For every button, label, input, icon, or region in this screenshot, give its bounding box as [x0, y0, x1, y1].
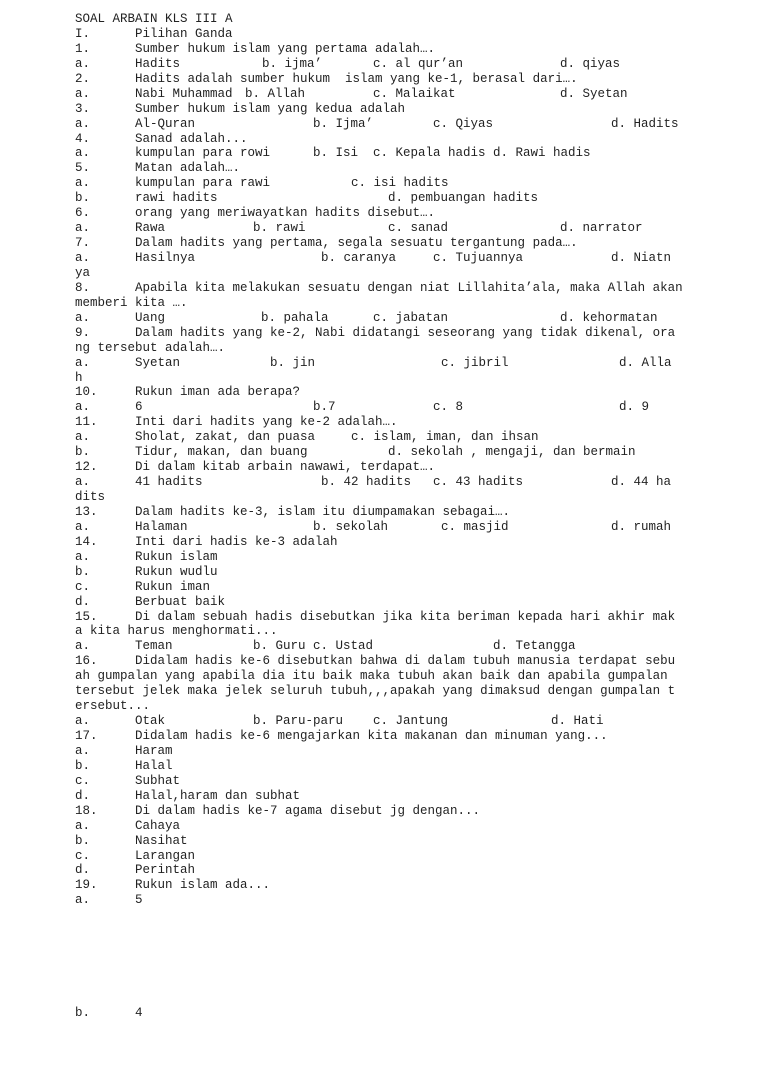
question-row	[75, 729, 685, 744]
options-row	[75, 191, 685, 206]
continuation-text: ng tersebut adalah….	[75, 340, 226, 355]
option-letter: a.	[75, 714, 91, 729]
question-number: d.	[75, 863, 91, 878]
question-number: 18.	[75, 803, 98, 818]
document-title	[75, 12, 685, 27]
continuation-line	[75, 624, 685, 639]
option-text: rawi hadits	[135, 191, 218, 206]
question-row	[75, 72, 685, 87]
options-row	[75, 176, 685, 191]
question-number: c.	[75, 848, 91, 863]
question-number: 17.	[75, 729, 98, 743]
option-text: kumpulan para rowi	[135, 146, 271, 161]
question-text: Apabila kita melakukan sesuatu dengan niat Lillahita’ala, maka Allah akan	[135, 280, 683, 295]
section-number: I.	[75, 26, 91, 41]
options-row	[75, 356, 685, 371]
question-text: Rukun islam	[135, 549, 218, 564]
options-row	[75, 87, 685, 102]
question-row	[75, 281, 685, 296]
option-text: b. jin	[270, 355, 316, 370]
option-text: d. 44 ha	[611, 475, 672, 490]
title-text: SOAL ARBAIN KLS III A	[75, 12, 233, 26]
options-row	[75, 430, 685, 445]
continuation-line	[75, 699, 685, 714]
question-row	[75, 385, 685, 400]
option-text: d. Syetan	[560, 86, 628, 101]
options-row	[75, 221, 685, 236]
question-number: 6.	[75, 206, 91, 221]
question-row	[75, 326, 685, 341]
question-number: a.	[75, 743, 91, 758]
question-number: 11.	[75, 415, 98, 430]
question-number: 10.	[75, 385, 98, 400]
question-number: a.	[75, 549, 91, 564]
question-row	[75, 565, 685, 580]
option-text: c. Malaikat	[373, 86, 456, 101]
option-letter: a.	[75, 251, 91, 265]
continuation-line	[75, 490, 685, 505]
option-text: 6	[135, 400, 143, 415]
option-text: b. Paru-paru	[253, 714, 344, 729]
question-number: 1.	[75, 41, 91, 56]
options-row	[75, 520, 685, 535]
question-row	[75, 878, 685, 893]
option-text: b. Ijma’	[313, 116, 374, 131]
question-number: 14.	[75, 534, 98, 549]
option-text: c. 8	[433, 400, 464, 415]
options-row	[75, 146, 685, 161]
question-row	[75, 206, 685, 221]
option-text: c. islam, iman, dan ihsan	[351, 430, 539, 445]
continuation-line	[75, 296, 685, 311]
option-text: Nabi Muhammad	[135, 86, 233, 101]
options-row	[75, 714, 685, 729]
option-text: Hasilnya	[135, 251, 196, 265]
question-row	[75, 774, 685, 789]
options-row	[75, 475, 685, 490]
option-text: d. Rawi hadis	[493, 146, 591, 161]
question-row	[75, 744, 685, 759]
question-row	[75, 460, 685, 475]
option-letter: a.	[75, 221, 91, 236]
option-text: d. Niatn	[611, 251, 672, 265]
question-row	[75, 654, 685, 669]
section-label: Pilihan Ganda	[135, 26, 233, 41]
option-text: c. Tujuannya	[433, 251, 524, 265]
question-row	[75, 834, 685, 849]
question-text: Halal	[135, 758, 173, 773]
question-text: Subhat	[135, 773, 181, 788]
continuation-line	[75, 266, 685, 281]
option-text: c. jibril	[441, 355, 509, 370]
question-row	[75, 415, 685, 430]
option-text: b. sekolah	[313, 519, 389, 534]
option-text: c. Jantung	[373, 714, 449, 729]
option-letter: a.	[75, 355, 91, 370]
question-text: Perintah	[135, 863, 196, 878]
question-row	[75, 819, 685, 834]
question-text: Berbuat baik	[135, 594, 226, 609]
continuation-line	[75, 371, 685, 386]
option-text: d. sekolah , mengaji, dan bermain	[388, 445, 636, 460]
continuation-text: ersebut...	[75, 699, 151, 714]
option-letter: a.	[75, 519, 91, 534]
options-row	[75, 445, 685, 460]
options-row	[75, 251, 685, 266]
question-list	[75, 42, 685, 908]
question-row	[75, 893, 685, 908]
continuation-line	[75, 341, 685, 356]
option-text: 41 hadits	[135, 475, 203, 490]
option-text: Teman	[135, 639, 173, 654]
question-row	[75, 580, 685, 595]
question-number: 19.	[75, 878, 98, 893]
question-number: 15.	[75, 609, 98, 624]
question-number: b.	[75, 833, 91, 848]
option-letter: a.	[75, 310, 91, 325]
option-text: Rawa	[135, 221, 166, 236]
question-number: c.	[75, 773, 91, 788]
continuation-line	[75, 684, 685, 699]
question-text: Di dalam sebuah hadis disebutkan jika kita beriman kepada hari akhir mak	[135, 609, 676, 624]
question-number: 4.	[75, 131, 91, 146]
continuation-text: ya	[75, 265, 91, 280]
section-heading	[75, 27, 685, 42]
question-text: Dalam hadits ke-3, islam itu diumpamakan sebagai….	[135, 504, 511, 519]
option-text: 4	[135, 1006, 143, 1020]
option-letter: a.	[75, 400, 91, 415]
option-text: c. sanad	[388, 221, 449, 236]
question-text: Rukun wudlu	[135, 564, 218, 579]
option-text: Otak	[135, 714, 166, 729]
option-text: Al-Quran	[135, 116, 196, 131]
continuation-text: tersebut jelek maka jelek seluruh tubuh,,,apakah yang dimaksud dengan gumpalan t	[75, 684, 676, 699]
option-text: d. qiyas	[560, 56, 621, 71]
option-text: c. Qiyas	[433, 116, 494, 131]
option-text: c. isi hadits	[351, 176, 449, 191]
continuation-text: h	[75, 370, 83, 385]
option-text: d. 9	[619, 400, 650, 415]
question-number: d.	[75, 594, 91, 609]
question-row	[75, 42, 685, 57]
question-number: 7.	[75, 236, 91, 251]
question-row	[75, 610, 685, 625]
option-text: b. 42 hadits	[321, 475, 412, 490]
option-text: kumpulan para rawi	[135, 176, 271, 191]
option-text: b.7	[313, 400, 336, 415]
question-text: 5	[135, 893, 143, 908]
option-text: Halaman	[135, 519, 188, 534]
option-text: c. Kepala hadis	[373, 146, 486, 161]
option-letter: b.	[75, 191, 91, 206]
option-letter: a.	[75, 56, 91, 71]
question-text: Nasihat	[135, 833, 188, 848]
question-text: Didalam hadis ke-6 mengajarkan kita makanan dan minuman yang...	[135, 729, 608, 743]
question-row	[75, 132, 685, 147]
option-text: b. ijma’	[262, 56, 323, 71]
question-row	[75, 595, 685, 610]
question-text: Sumber hukum islam yang kedua adalah	[135, 101, 406, 116]
question-number: 9.	[75, 325, 91, 340]
option-letter: a.	[75, 176, 91, 191]
question-number: a.	[75, 893, 91, 908]
question-row	[75, 789, 685, 804]
page-bottom-option	[75, 1006, 685, 1021]
question-number: b.	[75, 758, 91, 773]
option-text: d. narrator	[560, 221, 643, 236]
continuation-text: memberi kita ….	[75, 295, 188, 310]
question-number: c.	[75, 579, 91, 594]
question-row	[75, 849, 685, 864]
option-text: b. pahala	[261, 310, 329, 325]
option-text: c. masjid	[441, 519, 509, 534]
options-row	[75, 57, 685, 72]
option-letter: a.	[75, 475, 91, 490]
question-text: Dalam hadits yang ke-2, Nabi didatangi seseorang yang tidak dikenal, ora	[135, 325, 676, 340]
question-text: Dalam hadits yang pertama, segala sesuatu tergantung pada….	[135, 236, 578, 251]
question-text: Cahaya	[135, 818, 181, 833]
continuation-text: ah gumpalan yang apabila dia itu baik maka tubuh akan baik dan apabila gumpalan	[75, 669, 668, 684]
option-letter: a.	[75, 639, 91, 654]
question-row	[75, 236, 685, 251]
question-number: 12.	[75, 460, 98, 475]
option-letter: a.	[75, 430, 91, 445]
question-number: 13.	[75, 504, 98, 519]
options-row	[75, 639, 685, 654]
option-text: d. pembuangan hadits	[388, 191, 539, 206]
question-number: 5.	[75, 161, 91, 176]
continuation-line	[75, 669, 685, 684]
question-text: Halal,haram dan subhat	[135, 788, 301, 803]
option-text: d. Tetangga	[493, 639, 576, 654]
question-number: a.	[75, 818, 91, 833]
question-row	[75, 759, 685, 774]
question-row	[75, 505, 685, 520]
question-text: Inti dari hadits yang ke-2 adalah….	[135, 415, 398, 430]
question-text: Didalam hadis ke-6 disebutkan bahwa di dalam tubuh manusia terdapat sebu	[135, 654, 676, 669]
option-text: d. Alla	[619, 355, 672, 370]
question-row	[75, 535, 685, 550]
option-text: b. Guru c. Ustad	[253, 639, 374, 654]
options-row	[75, 400, 685, 415]
document-body	[75, 12, 685, 908]
options-row	[75, 311, 685, 326]
question-text: Haram	[135, 743, 173, 758]
question-text: Inti dari hadis ke-3 adalah	[135, 534, 338, 549]
options-row	[75, 117, 685, 132]
question-text: Rukun islam ada...	[135, 878, 271, 893]
option-text: Syetan	[135, 355, 181, 370]
option-letter: b.	[75, 1006, 91, 1020]
continuation-text: a kita harus menghormati...	[75, 624, 278, 639]
question-text: orang yang meriwayatkan hadits disebut….	[135, 206, 436, 221]
option-text: Tidur, makan, dan buang	[135, 445, 308, 460]
option-letter: a.	[75, 146, 91, 161]
question-number: 8.	[75, 280, 91, 295]
option-text: Uang	[135, 310, 166, 325]
option-letter: a.	[75, 116, 91, 131]
question-row	[75, 550, 685, 565]
question-number: 2.	[75, 71, 91, 86]
question-number: d.	[75, 788, 91, 803]
option-text: b. Isi	[313, 146, 359, 161]
option-text: b. caranya	[321, 251, 397, 265]
option-text: d. rumah	[611, 519, 672, 534]
option-text: Hadits	[135, 56, 181, 71]
option-text: Sholat, zakat, dan puasa	[135, 430, 316, 445]
question-text: Di dalam hadis ke-7 agama disebut jg dengan...	[135, 803, 481, 818]
question-text: Sanad adalah...	[135, 131, 248, 146]
option-text: d. kehormatan	[560, 310, 658, 325]
option-text: d. Hadits	[611, 116, 679, 131]
question-text: Matan adalah….	[135, 161, 241, 176]
question-text: Rukun iman ada berapa?	[135, 385, 301, 400]
option-text: c. jabatan	[373, 310, 449, 325]
question-text: Rukun iman	[135, 579, 211, 594]
question-number: 16.	[75, 654, 98, 669]
option-letter: b.	[75, 445, 91, 460]
question-number: b.	[75, 564, 91, 579]
question-text: Di dalam kitab arbain nawawi, terdapat….	[135, 460, 436, 475]
question-row	[75, 804, 685, 819]
question-text: Sumber hukum islam yang pertama adalah….	[135, 41, 436, 56]
question-number: 3.	[75, 101, 91, 116]
question-row	[75, 161, 685, 176]
option-text: c. al qur’an	[373, 56, 464, 71]
question-text: Larangan	[135, 848, 196, 863]
continuation-text: dits	[75, 490, 106, 504]
option-text: b. Allah	[245, 86, 306, 101]
question-row	[75, 863, 685, 878]
option-text: c. 43 hadits	[433, 475, 524, 490]
option-row	[75, 1006, 685, 1021]
question-row	[75, 102, 685, 117]
option-letter: a.	[75, 86, 91, 101]
question-text: Hadits adalah sumber hukum islam yang ke-1, berasal dari….	[135, 71, 578, 86]
option-text: b. rawi	[253, 221, 306, 236]
option-text: d. Hati	[551, 714, 604, 729]
